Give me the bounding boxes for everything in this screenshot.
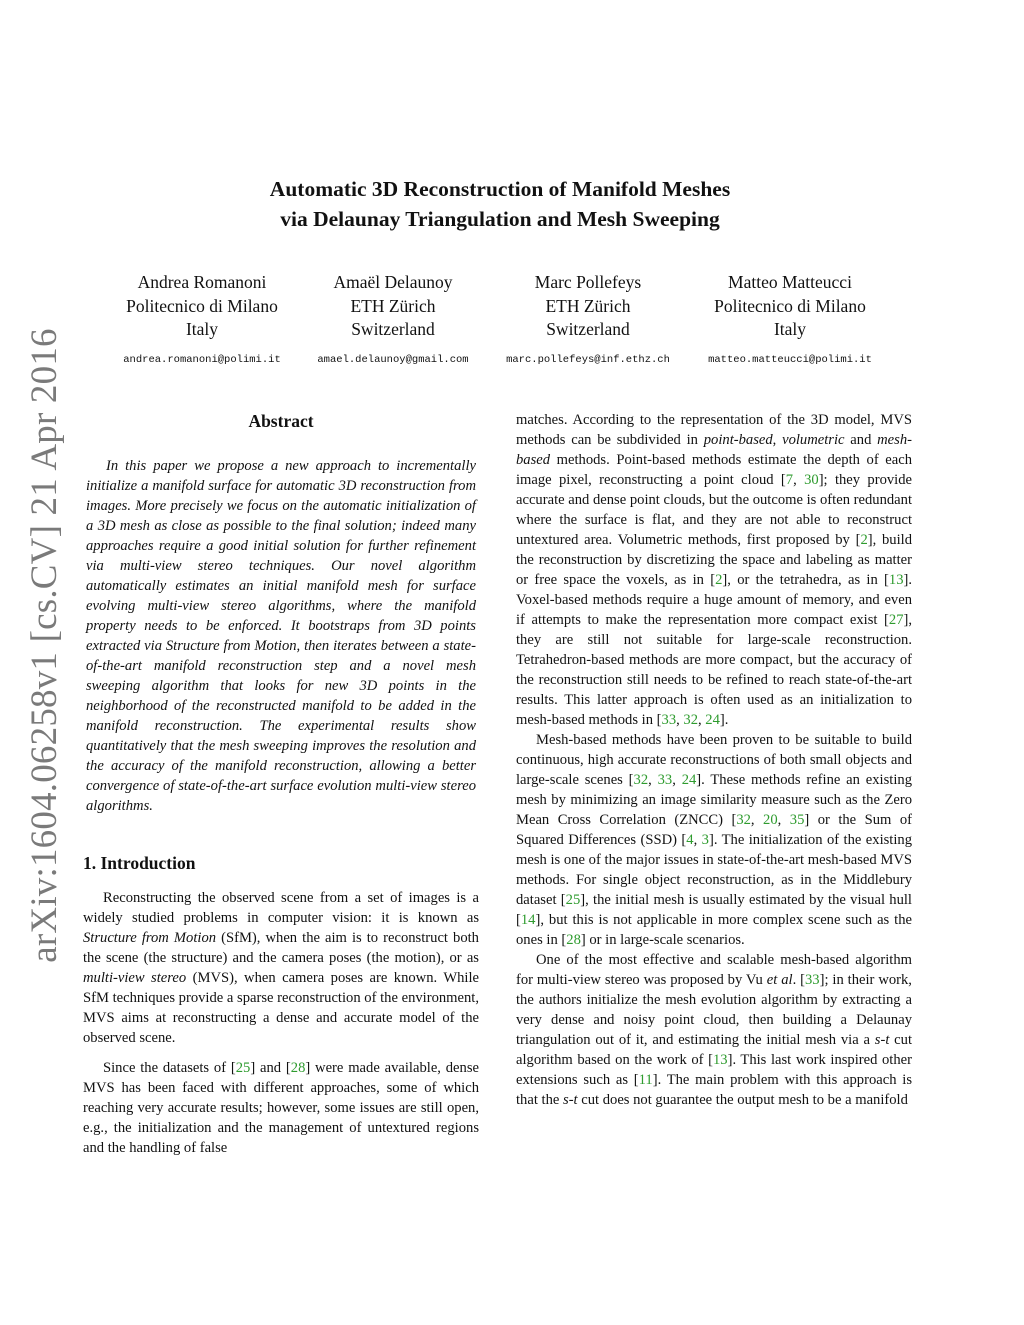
author-affiliation: ETH Zürich [545,295,631,316]
author-block-1 [102,271,302,372]
author-email: marc.pollefeys@inf.ethz.ch [506,353,670,366]
arxiv-stamp-text: arXiv:1604.06258v1 [cs.CV] 21 Apr 2016 [23,327,65,963]
left-column [83,410,479,1158]
author-email: matteo.matteucci@polimi.it [708,353,872,366]
body-paragraph-2: Mesh-based methods have been proven to be suitable to build continuous, high accurate reconstructions of both small objects and large-scale scenes [32, 33, 24]. These methods refine an existing mesh by minimizing an image similarity measure such as the Zero Mean Cross Correlation (ZNCC) [32, 20, 35] or the Sum of Squared Differences (SSD) [4, 3]. The initialization of the existing mesh is one of the major issues in state-of-the-art mesh-based MVS methods. For single object reconstruction, as in the Middlebury dataset [25], the initial mesh is usually estimated by the visual hull [14], but this is not applicable in more complex scene such as the ones in [28] or in large-scale scenarios. [516,732,913,948]
title-line-2: via Delaunay Triangulation and Mesh Sweeping [280,207,720,231]
author-country: Italy [773,319,807,339]
citation-link[interactable]: 24 [705,712,720,728]
author-affiliation: Politecnico di Milano [126,295,278,316]
citation-link[interactable]: 33 [657,772,673,788]
author-affiliation: ETH Zürich [350,295,436,316]
citation-link[interactable]: 13 [712,1052,728,1068]
author-name: Matteo Matteucci [728,272,852,292]
intro-paragraph-2: Since the datasets of [25] and [28] were made available, dense MVS has been faced with different approaches, some of which reaching very accurate results; however, some issues are still open, e.g., the initialization and the management of untextured regions and the handling of false [83,1060,479,1156]
arxiv-stamp [20,327,68,963]
citation-link[interactable]: 7 [785,472,794,488]
author-block-2 [293,271,493,372]
citation-link[interactable]: 28 [566,932,581,948]
author-name: Amaël Delaunoy [333,272,453,292]
author-country: Switzerland [546,319,630,339]
citation-link[interactable]: 2 [715,572,723,588]
citation-link[interactable]: 27 [888,612,904,628]
citation-link[interactable]: 2 [860,532,868,548]
author-block-3 [488,271,688,372]
title-line-1: Automatic 3D Reconstruction of Manifold Meshes [269,177,731,201]
citation-link[interactable]: 30 [804,472,819,488]
body-paragraph-3: One of the most effective and scalable mesh-based algorithm for multi-view stereo was proposed by Vu et al. [33]; in their work, the authors initialize the mesh evolution algorithm by extracting a very dense and noisy point cloud, then building a Delaunay triangulation out of it, and estimating the initial mesh via a s-t cut algorithm based on the work of [13]. This last work inspired other extensions such as [11]. The main problem with this approach is that the s-t cut does not guarantee the output mesh to be a manifold [516,952,913,1108]
body-paragraph-1: matches. According to the representation of the 3D model, MVS methods can be subdivided in point-based, volumetric and mesh-based methods. Point-based methods estimate the depth of each image pixel, reconstructing a point cloud [7, 30]; they provide accurate and dense point clouds, but the outcome is often redundant where the surface is flat, and they are not able to reconstruct untextured area. Volumetric methods, first proposed by [2], build the reconstruction by discretizing the space and labeling as matter or free space the voxels, as in [2], or the tetrahedra, as in [13]. Voxel-based methods require a huge amount of memory, and even if attempts to make the representation more compact exist [27], they are still not suitable for large-scale reconstruction. Tetrahedron-based methods are more compact, but the accuracy of the reconstruction still needs to be refined to reach state-of-the-art results. This latter approach is often used as an initialization to mesh-based methods in [33, 32, 24]. [516,412,912,728]
citation-link[interactable]: 20 [763,812,778,828]
author-country: Italy [185,319,219,339]
citation-link[interactable]: 3 [701,832,709,848]
citation-link[interactable]: 35 [789,812,805,828]
abstract-text: In this paper we propose a new approach to incrementally initialize a manifold surface for automatic 3D reconstruction from images. More precisely we focus on the automatic initialization of a 3D mesh as close as possible to the final solution; indeed many approaches require a good initial solution for further refinement via multi-view stereo techniques. Our novel algorithm automatically estimates an initial manifold mesh for surface evolving multi-view stereo algorithms, where the manifold property needs to be enforced. It bootstraps from 3D points extracted via Structure from Motion, then iterates between a state-of-the-art manifold reconstruction step and a novel mesh sweeping algorithm that looks for new 3D points in the neighborhood of the reconstructed manifold to be added in the manifold reconstruction. The experimental results show quantitatively that the mesh sweeping improves the resolution and the accuracy of the manifold reconstruction, allowing a better convergence of state-of-the-art surface evolution multi-view stereo algorithms. [86,458,476,814]
citation-link[interactable]: 13 [888,572,904,588]
citation-link[interactable]: 28 [290,1060,306,1076]
author-name: Andrea Romanoni [137,272,267,292]
citation-link[interactable]: 33 [661,712,677,728]
author-email: amael.delaunoy@gmail.com [317,353,469,366]
citation-link[interactable]: 24 [681,772,697,788]
author-block-4 [690,271,890,372]
citation-link[interactable]: 4 [686,832,694,848]
author-name: Marc Pollefeys [534,272,642,292]
citation-link[interactable]: 14 [520,912,536,928]
paper-title [150,174,850,234]
abstract-heading: Abstract [248,411,314,431]
citation-link[interactable]: 11 [638,1072,653,1088]
citation-link[interactable]: 32 [683,712,698,728]
right-column [516,410,912,1110]
citation-link[interactable]: 32 [736,812,751,828]
author-email: andrea.romanoni@polimi.it [123,353,281,366]
citation-link[interactable]: 25 [565,892,581,908]
citation-link[interactable]: 33 [804,972,820,988]
citation-link[interactable]: 32 [633,772,649,788]
section-heading-introduction: 1. Introduction [83,853,196,873]
intro-paragraph-1: Reconstructing the observed scene from a set of images is a widely studied problems in computer vision: it is known as Structure from Motion (SfM), when the aim is to reconstruct both the scene (the structure) and the camera poses (the motion), or as multi-view stereo (MVS), when camera poses are known. While SfM techniques provide a sparse reconstruction of the environment, MVS aims at reconstructing a dense and accurate model of the observed scene. [83,890,479,1046]
citation-link[interactable]: 25 [235,1060,251,1076]
author-country: Switzerland [351,319,435,339]
author-affiliation: Politecnico di Milano [714,295,866,316]
